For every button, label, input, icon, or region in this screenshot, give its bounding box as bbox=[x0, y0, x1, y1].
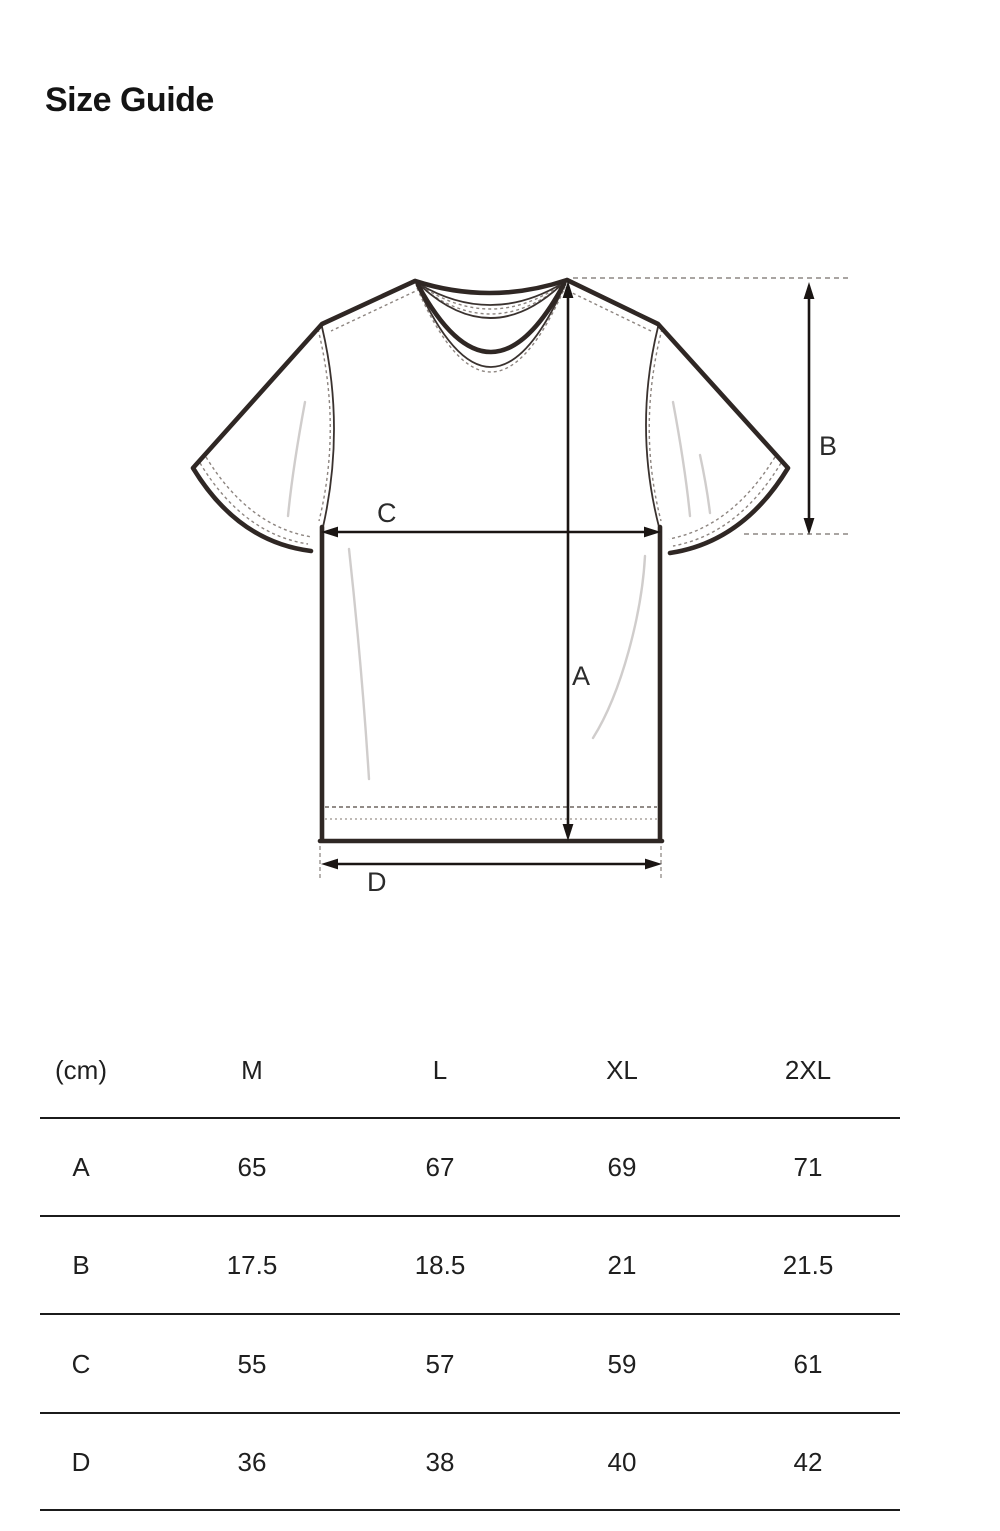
table-row-label: D bbox=[71, 1447, 91, 1477]
table-divider bbox=[40, 1215, 900, 1217]
table-cell: 42 bbox=[793, 1447, 823, 1477]
table-cell: 61 bbox=[793, 1349, 823, 1379]
table-cell: 57 bbox=[425, 1349, 455, 1379]
table-cell: 38 bbox=[425, 1447, 455, 1477]
table-header-size-xl: XL bbox=[606, 1055, 638, 1085]
table-cell: 21 bbox=[607, 1250, 637, 1280]
table-divider bbox=[40, 1509, 900, 1511]
label-b: B bbox=[819, 431, 838, 461]
table-row-label: C bbox=[71, 1349, 91, 1379]
page-title: Size Guide bbox=[45, 81, 214, 119]
table-header-size-m: M bbox=[241, 1055, 263, 1085]
table-row-label: B bbox=[72, 1250, 90, 1280]
label-d: D bbox=[367, 867, 387, 897]
label-c: C bbox=[377, 498, 397, 528]
table-cell: 65 bbox=[237, 1152, 267, 1182]
table-cell: 36 bbox=[237, 1447, 267, 1477]
table-cell: 40 bbox=[607, 1447, 637, 1477]
label-a: A bbox=[572, 661, 591, 691]
table-header-size-2xl: 2XL bbox=[784, 1055, 832, 1085]
table-divider bbox=[40, 1117, 900, 1119]
table-header-size-l: L bbox=[432, 1055, 448, 1085]
table-cell: 17.5 bbox=[226, 1250, 278, 1280]
table-divider bbox=[40, 1313, 900, 1315]
table-cell: 71 bbox=[793, 1152, 823, 1182]
table-header-unit: (cm) bbox=[55, 1055, 107, 1085]
table-cell: 55 bbox=[237, 1349, 267, 1379]
table-row-label: A bbox=[72, 1152, 90, 1182]
table-divider bbox=[40, 1412, 900, 1414]
table-cell: 59 bbox=[607, 1349, 637, 1379]
table-cell: 18.5 bbox=[414, 1250, 466, 1280]
table-cell: 67 bbox=[425, 1152, 455, 1182]
table-cell: 69 bbox=[607, 1152, 637, 1182]
table-cell: 21.5 bbox=[782, 1250, 834, 1280]
